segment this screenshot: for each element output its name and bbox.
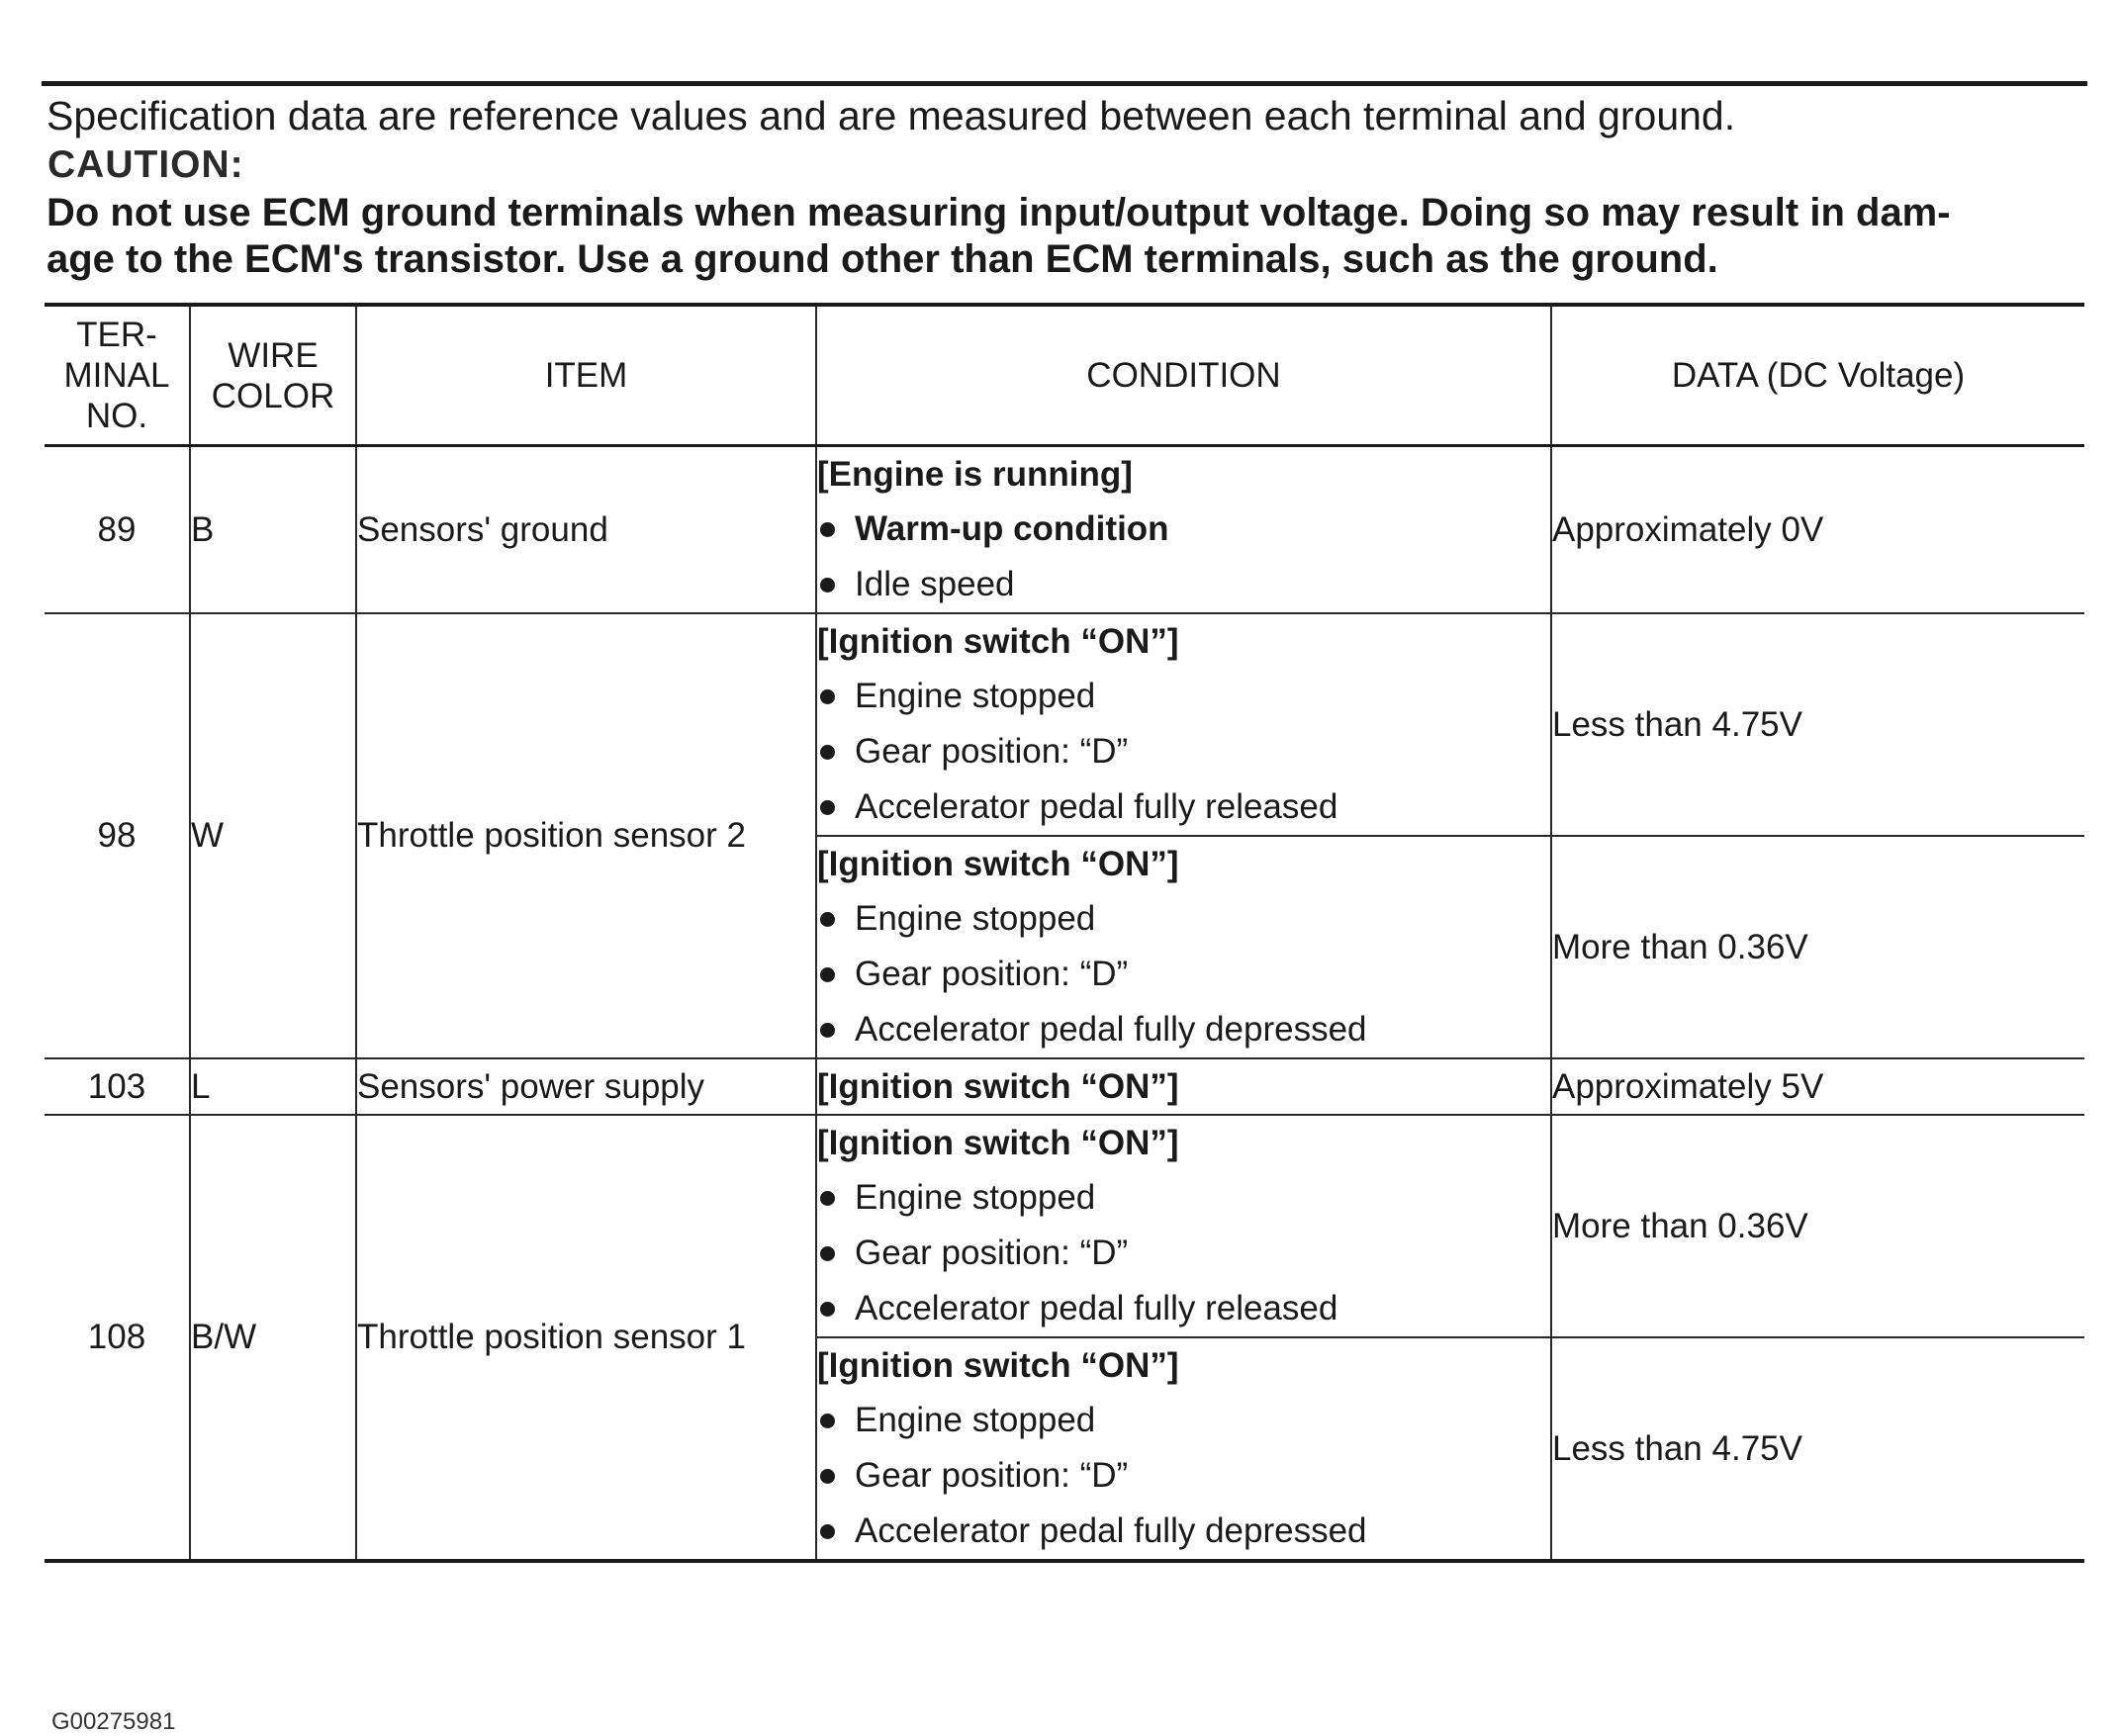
ecm-terminal-table (45, 303, 2084, 1563)
condition-cell (816, 836, 1551, 1058)
terminal-no-cell: 89 (45, 446, 190, 614)
header-item: ITEM (356, 305, 816, 446)
wire-color-cell: L (190, 1058, 356, 1115)
condition-item-text: Warm-up condition (855, 509, 1169, 548)
top-rule (42, 81, 2087, 86)
item-cell: Throttle position sensor 1 (356, 1115, 816, 1561)
bullet-icon (820, 967, 835, 982)
header-wire-color: WIRE COLOR (190, 305, 356, 446)
condition-item-text: Engine stopped (855, 899, 1096, 938)
wire-color-cell: B/W (190, 1115, 356, 1561)
terminal-no-cell: 98 (45, 613, 190, 1058)
condition-cell (816, 1058, 1551, 1115)
document-page (42, 81, 2087, 1735)
item-cell: Throttle position sensor 2 (356, 613, 816, 1058)
table-row (45, 446, 2084, 614)
header-terminal-no: TER- MINAL NO. (45, 305, 190, 446)
caution-title: CAUTION: (47, 143, 244, 186)
bullet-icon (820, 1246, 835, 1261)
condition-item-text: Engine stopped (855, 1401, 1096, 1439)
condition-cell (816, 446, 1551, 614)
condition-heading: [Ignition switch “ON”] (817, 845, 1179, 883)
condition-item-text: Gear position: “D” (855, 955, 1129, 993)
table-header-row (45, 305, 2084, 446)
header-condition: CONDITION (816, 305, 1551, 446)
table-row (45, 1058, 2084, 1115)
table-row (45, 613, 2084, 836)
condition-heading: [Engine is running] (817, 455, 1133, 494)
condition-item (817, 502, 1550, 557)
bullet-icon (820, 800, 835, 815)
bullet-icon (820, 1191, 835, 1206)
bullet-icon (820, 912, 835, 927)
condition-item (817, 1448, 1550, 1504)
table-body (45, 446, 2084, 1562)
condition-item (817, 669, 1550, 724)
terminal-no-cell: 103 (45, 1058, 190, 1115)
data-cell: Approximately 5V (1551, 1058, 2084, 1115)
condition-cell (816, 1115, 1551, 1337)
condition-heading: [Ignition switch “ON”] (817, 1124, 1179, 1162)
terminal-no-cell: 108 (45, 1115, 190, 1561)
data-cell: More than 0.36V (1551, 1115, 2084, 1337)
data-cell: Less than 4.75V (1551, 613, 2084, 836)
condition-item (817, 1226, 1550, 1281)
data-cell: More than 0.36V (1551, 836, 2084, 1058)
specification-note: Specification data are reference values and are measured between each terminal and ground. (46, 93, 1736, 138)
caution-line-1: Do not use ECM ground terminals when measuring input/output voltage. Doing so may result in dam- (46, 191, 1951, 234)
condition-item (817, 1281, 1550, 1336)
condition-heading: [Ignition switch “ON”] (817, 1346, 1179, 1385)
header-data: DATA (DC Voltage) (1551, 305, 2084, 446)
condition-item-text: Accelerator pedal fully released (855, 787, 1338, 826)
bullet-icon (820, 745, 835, 760)
condition-heading: [Ignition switch “ON”] (817, 1067, 1179, 1106)
condition-item-text: Engine stopped (855, 1178, 1096, 1217)
condition-item (817, 724, 1550, 779)
document-id: G00275981 (51, 1708, 176, 1735)
condition-item (817, 891, 1550, 947)
bullet-icon (820, 1414, 835, 1428)
bullet-icon (820, 1469, 835, 1484)
table-row (45, 1115, 2084, 1337)
bullet-icon (820, 1302, 835, 1317)
condition-item (817, 947, 1550, 1002)
condition-item-text: Engine stopped (855, 677, 1096, 715)
wire-color-cell: B (190, 446, 356, 614)
condition-item (817, 557, 1550, 612)
condition-item-text: Accelerator pedal fully released (855, 1289, 1338, 1327)
wire-color-cell: W (190, 613, 356, 1058)
caution-text (46, 190, 2084, 283)
item-cell: Sensors' ground (356, 446, 816, 614)
condition-item-text: Idle speed (855, 565, 1015, 603)
condition-item (817, 779, 1550, 835)
condition-item-text: Gear position: “D” (855, 1233, 1129, 1272)
condition-heading: [Ignition switch “ON”] (817, 622, 1179, 661)
bullet-icon (820, 1023, 835, 1038)
condition-item (817, 1504, 1550, 1559)
bullet-icon (820, 578, 835, 593)
bullet-icon (820, 689, 835, 704)
data-cell: Approximately 0V (1551, 446, 2084, 614)
item-cell: Sensors' power supply (356, 1058, 816, 1115)
condition-cell (816, 613, 1551, 836)
condition-item (817, 1170, 1550, 1226)
condition-item-text: Gear position: “D” (855, 1456, 1129, 1495)
bullet-icon (820, 1524, 835, 1539)
data-cell: Less than 4.75V (1551, 1337, 2084, 1561)
condition-cell (816, 1337, 1551, 1561)
condition-item-text: Gear position: “D” (855, 732, 1129, 771)
bullet-icon (820, 522, 835, 537)
condition-item (817, 1393, 1550, 1448)
condition-item (817, 1002, 1550, 1057)
condition-item-text: Accelerator pedal fully depressed (855, 1010, 1367, 1049)
caution-line-2: age to the ECM's transistor. Use a ground other than ECM terminals, such as the ground. (46, 237, 1718, 281)
condition-item-text: Accelerator pedal fully depressed (855, 1511, 1367, 1550)
